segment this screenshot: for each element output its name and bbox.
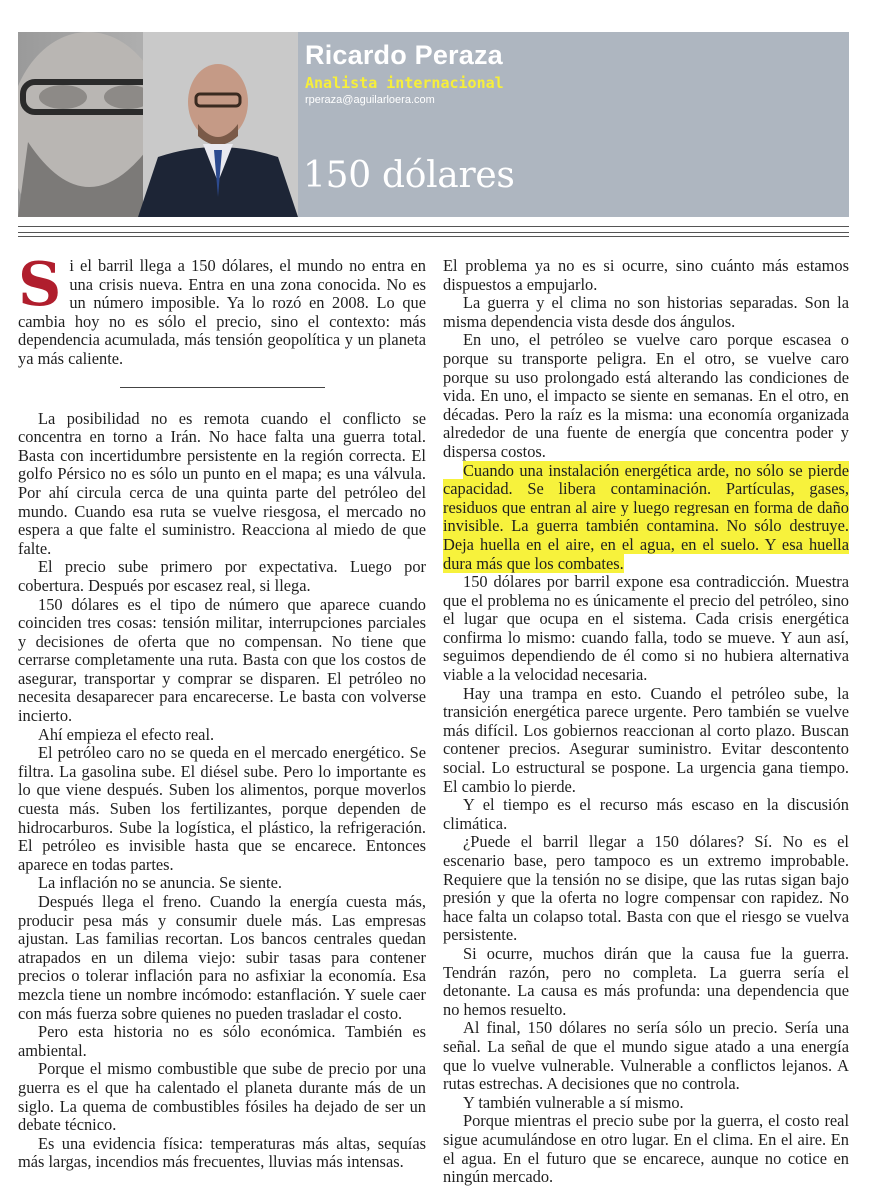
- paragraph: Porque mientras el precio sube por la guerra, el costo real sigue acumulándose en otro lugar. En el clima. En el aire. En el agua. En el futuro que se encarece, aunque no cotice en ningún mercado.: [443, 1111, 849, 1187]
- article-column-left: [18, 250, 426, 1172]
- paragraph: El petróleo caro no se queda en el mercado energético. Se filtra. La gasolina sube. El diésel sube. Pero lo importante es lo que viene después. Suben los alimentos, porque moverlos cuesta más. Suben los fertilizantes, porque dependen de hidrocarburos. Sube la logística, el plástico, la refrigeración. El petróleo es invisible hasta que se encarece. Entonces aparece en todas partes.: [18, 743, 426, 874]
- paragraph: Y el tiempo es el recurso más escaso en la discusión climática.: [443, 795, 849, 833]
- article-column-right: [443, 257, 849, 1187]
- article-headline: 150 dólares: [303, 155, 515, 196]
- paragraph: El precio sube primero por expectativa. Luego por cobertura. Después por escasez real, si llega.: [18, 557, 426, 595]
- paragraph: La posibilidad no es remota cuando el conflicto se concentra en torno a Irán. No hace falta una guerra total. Basta con incertidumbre persistente en la región correcta. El golfo Pérsico no es sólo un punto en el mapa; es una válvula. Por ahí circula cerca de una quinta parte del petróleo del mundo. Cuando esa ruta se vuelve riesgosa, el mercado no espera a que falte el suministro. Reacciona al miedo de que falte.: [18, 408, 426, 558]
- divider-line: [18, 232, 849, 233]
- author-portrait: [18, 32, 298, 217]
- highlighted-paragraph: [443, 462, 849, 574]
- author-role: Analista internacional: [305, 74, 504, 92]
- paragraph: 150 dólares por barril expone esa contradicción. Muestra que el problema no es únicamente el precio del petróleo, sino el lugar que ocupa en el sistema. Cada crisis energética confirma lo mismo: cuando falla, todo se mueve. Y aun así, seguimos dependiendo de él como si no hubiera alternativa viable a la velocidad necesaria.: [443, 572, 849, 685]
- author-name: Ricardo Peraza: [305, 40, 503, 70]
- paragraph: Hay una trampa en esto. Cuando el petróleo sube, la transición energética parece urgente. Pero también se vuelve más difícil. Los gobiernos reaccionan al corto plazo. Buscan contener precios. Asegurar suministro. Evitar descontento social. Lo estructural se pospone. La urgencia gana tiempo. El cambio lo pierde.: [443, 683, 849, 796]
- author-email: rperaza@aguilarloera.com: [305, 94, 435, 106]
- paragraph: Porque el mismo combustible que sube de precio por una guerra es el que ha calentado el planeta durante más de un siglo. La quema de combustibles fósiles ha dejado de ser un debate técnico.: [18, 1059, 426, 1135]
- paragraph: Si ocurre, muchos dirán que la causa fue la guerra. Tendrán razón, pero no completa. La guerra sería el detonante. La causa es más profunda: una dependencia que no hemos resuelto.: [443, 943, 849, 1019]
- section-separator: [120, 387, 325, 388]
- paragraph: Después llega el freno. Cuando la energía cuesta más, producir pesa más y consumir duele más. Las empresas ajustan. Las familias recortan. Los bancos centrales quedan atrapados en un dilema viejo: subir tasas para contener precios o tolerar inflación para no asfixiar la economía. Esa mezcla tiene un nombre incómodo: estanflación. Y suele caer con más fuerza sobre quienes no pueden trasladar el costo.: [18, 892, 426, 1023]
- divider-line: [18, 236, 849, 237]
- paragraph: En uno, el petróleo se vuelve caro porque escasea o porque su transporte peligra. En el otro, se vuelve caro porque su uso prolongado está alterando las condiciones de vida. En uno, el impacto se siente en semanas. En el otro, en décadas. Pero la raíz es la misma: una economía organizada alrededor de una fuente de energía que concentra poder y dispersa costos.: [443, 330, 849, 461]
- lead-paragraph: [18, 250, 426, 369]
- paragraph: Y también vulnerable a sí mismo.: [463, 1092, 684, 1112]
- drop-cap: S: [18, 250, 62, 320]
- paragraph: Al final, 150 dólares no sería sólo un precio. Sería una señal. La señal de que el mundo sigue atado a una energía que lo vuelve vulnerable. Vulnerable a conflictos lejanos. A rutas estrechas. A decisiones que no controla.: [443, 1018, 849, 1094]
- divider-line: [18, 226, 849, 227]
- highlighted-text: Cuando una instalación energética arde, no sólo se pierde capacidad. Se libera contaminación. Partículas, gases, residuos que entran al aire y luego regresan en forma de daño invisible. La guerra también contamina. No sólo destruye. Deja huella en el aire, en el agua, en el suelo. Y esa huella dura más que los combates.: [443, 460, 849, 573]
- paragraph: 150 dólares es el tipo de número que aparece cuando coinciden tres cosas: tensión militar, interrupciones parciales y decisiones de oferta que no compensan. No tiene que cerrarse completamente una ruta. Basta con que los costos de asegurar, transportar y comprar se disparen. El petróleo no necesita desaparecer para encarecerse. Le basta con volverse incierto.: [18, 594, 426, 726]
- header-banner: [18, 32, 849, 217]
- paragraph: Es una evidencia física: temperaturas más altas, sequías más largas, incendios más frecuentes, lluvias más intensas.: [18, 1133, 426, 1172]
- paragraph: El problema ya no es si ocurre, sino cuánto más estamos dispuestos a empujarlo.: [443, 256, 849, 294]
- paragraph: La guerra y el clima no son historias separadas. Son la misma dependencia vista desde dos ángulos.: [443, 293, 849, 331]
- paragraph: ¿Puede el barril llegar a 150 dólares? Sí. No es el escenario base, pero tampoco es un extremo improbable. Requiere que la tensión no se disipe, que las rutas sigan bajo presión y que la oferta no logre compensar con rapidez. No hace falta un colapso total. Basta con que el riesgo se vuelva persistente.: [443, 832, 849, 945]
- paragraph: La inflación no se anuncia. Se siente.: [38, 873, 282, 893]
- paragraph: Ahí empieza el efecto real.: [38, 724, 215, 744]
- lead-text: i el barril llega a 150 dólares, el mundo no entra en una crisis nueva. Entra en una zona conocida. No es un número imposible. Ya lo rozó en 2008. Lo que cambia hoy no es sólo el precio, sino el contexto: más dependencia acumulada, más tensión geopolítica y un planeta ya más caliente.: [18, 256, 426, 368]
- paragraph: Pero esta historia no es sólo económica. También es ambiental.: [18, 1022, 426, 1060]
